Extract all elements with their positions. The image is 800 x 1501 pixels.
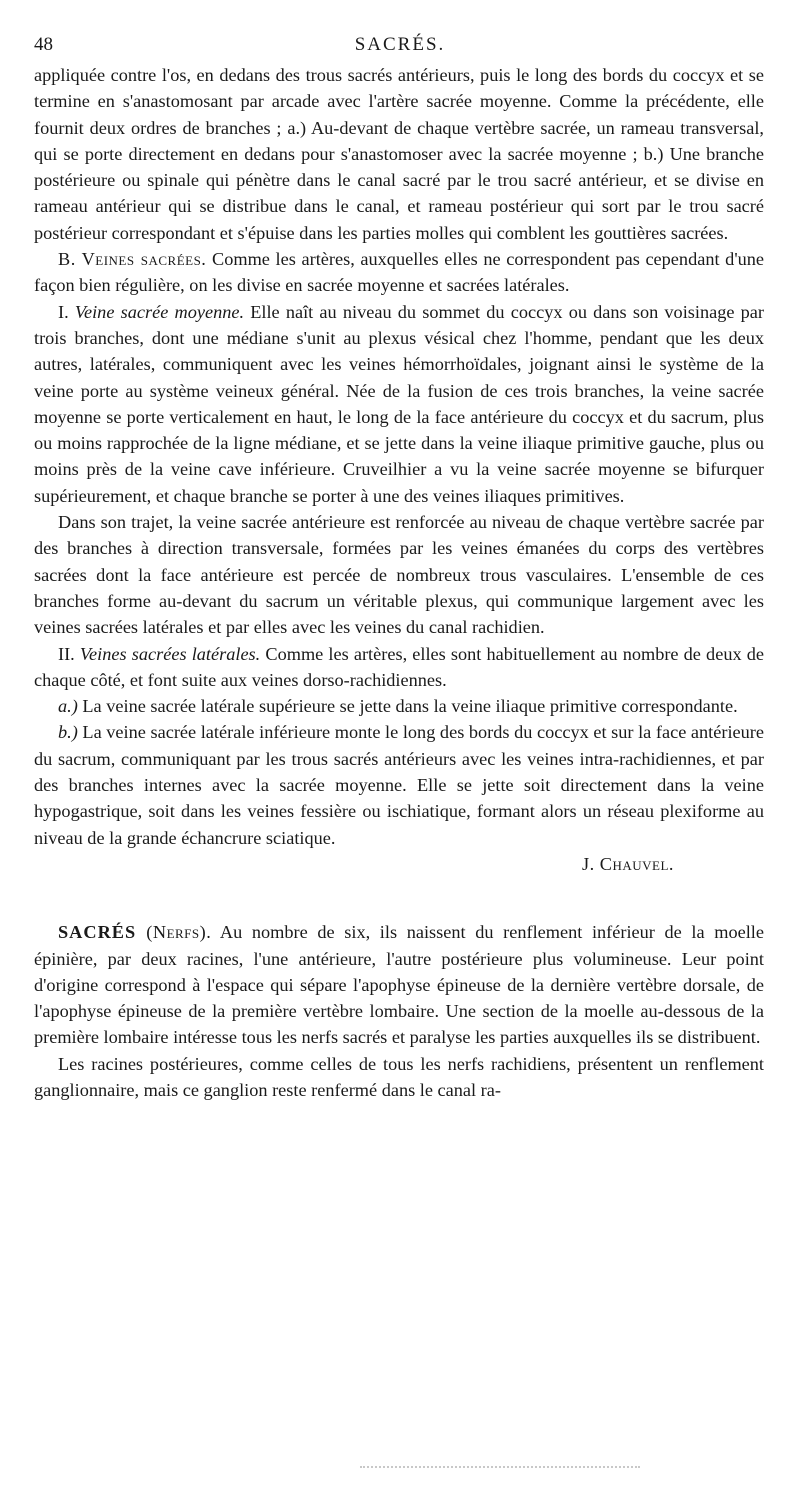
- paragraph-veines-sacrees: [34, 246, 764, 299]
- page-header: [34, 34, 766, 58]
- entry-heading: SACRÉS: [58, 922, 137, 943]
- paragraph-veines-laterales: [34, 641, 764, 694]
- entry-heading-qualifier: (Nerfs).: [136, 922, 212, 943]
- section-title-veines-laterales: Veines sacrées latérales.: [79, 643, 261, 664]
- paragraph-text: La veine sacrée latérale supérieure se jette dans la veine iliaque primitive correspondante.: [77, 696, 738, 717]
- running-head: SACRÉS.: [354, 34, 446, 55]
- section-number: I.: [58, 301, 75, 322]
- list-label-b: b.): [58, 722, 78, 743]
- body-text: [34, 62, 764, 1103]
- paragraph-text: Au nombre de six, ils naissent du renflement inférieur de la moelle épinière, par deux racines, l'une antérieure, l'autre postérieure plus volumineuse. Leur point d'origine correspond à l'espace qui sépare l'apophyse épineuse de la dernière vertèbre dorsale, de l'apophyse épineuse de la première vertèbre lombaire. Une section de la moelle au-dessous de la première lombaire intéresse tous les nerfs sacrés et paralyse les parties auxquelles ils se distribuent.: [34, 922, 764, 1048]
- paragraph-text: Comme les artères, elles sont habituellement au nombre de deux de chaque côté, et font suite aux veines dorso-rachidiennes.: [34, 643, 764, 690]
- paragraph-arteres-continuation: appliquée contre l'os, en dedans des trous sacrés antérieurs, puis le long des bords du coccyx et se termine en s'anastomosant par arcade avec l'artère sacrée moyenne. Comme la précédente, elle fournit deux ordres de branches ; a.) Au-devant de chaque vertèbre sacrée, un rameau transversal, qui se porte directement en dedans pour s'anastomoser avec la sacrée moyenne ; b.) Une branche postérieure ou spinale qui pénètre dans le canal sacré par le trou sacré antérieur, et se divise en rameau antérieur qui se distribue dans le canal, et rameau postérieur qui sort par le trou sacré postérieur correspondant et s'épuise dans les parties molles qui comblent les gouttières sacrées.: [34, 65, 764, 243]
- print-smudge: [360, 1466, 640, 1470]
- paragraph-text: Comme les artères, auxquelles elles ne correspondent pas cependant d'une façon bien régulière, on les divise en sacrée moyenne et sacrées latérales.: [34, 249, 765, 296]
- section-title-veine-moyenne: Veine sacrée moyenne.: [74, 301, 245, 322]
- paragraph-veine-moyenne: [34, 299, 764, 509]
- paragraph-nerfs-sacres: [34, 919, 764, 1050]
- section-label-veines-sacrees: B. Veines sacrées.: [58, 249, 207, 270]
- section-number: II.: [58, 643, 80, 664]
- paragraph-laterale-superieure: [34, 693, 764, 719]
- section-spacer: [34, 877, 764, 919]
- list-label-a: a.): [58, 696, 78, 717]
- author-signature: J. Chauvel.: [582, 853, 674, 874]
- paragraph-laterale-inferieure: [34, 719, 764, 850]
- paragraph-racines-posterieures: Les racines postérieures, comme celles de tous les nerfs rachidiens, présentent un renflement ganglionnaire, mais ce ganglion reste renfermé dans le canal ra-: [34, 1053, 764, 1100]
- paragraph-text: La veine sacrée latérale inférieure monte le long des bords du coccyx et sur la face antérieure du sacrum, communiquant par les trous sacrés antérieurs avec les veines intra-rachidiennes, et par des branches internes avec la sacrée moyenne. Elle se jette soit directement dans la veine hypogastrique, soit dans les veines fessière ou ischiatique, formant alors un réseau plexiforme au niveau de la grande échancrure sciatique.: [34, 722, 764, 848]
- paragraph-trajet: Dans son trajet, la veine sacrée antérieure est renforcée au niveau de chaque vertèbre sacrée par des branches à direction transversale, formées par les veines émanées du corps des vertèbres sacrées dont la face antérieure est percée de nombreux trous vasculaires. L'ensemble de ces branches forme au-devant du sacrum un véritable plexus, qui communique largement avec les veines sacrées latérales et par elles avec les veines du canal rachidien.: [34, 512, 764, 638]
- paragraph-text: Elle naît au niveau du sommet du coccyx ou dans son voisinage par trois branches, dont une médiane s'unit au plexus vésical chez l'homme, pendant que les deux autres, latérales, communiquent avec les veines hémorrhoïdales, joignant ainsi le système de la veine porte au système veineux général. Née de la fusion de ces trois branches, la veine sacrée moyenne se porte verticalement en haut, le long de la face antérieure du coccyx et du sacrum, plus ou moins rapprochée de la ligne médiane, et se jette dans la veine iliaque primitive gauche, plus ou moins près de la veine cave inférieure. Cruveilhier a vu la veine sacrée moyenne se bifurquer supérieurement, et chaque branche se porter à une des veines iliaques primitives.: [34, 301, 765, 506]
- page-number: 48: [34, 34, 53, 55]
